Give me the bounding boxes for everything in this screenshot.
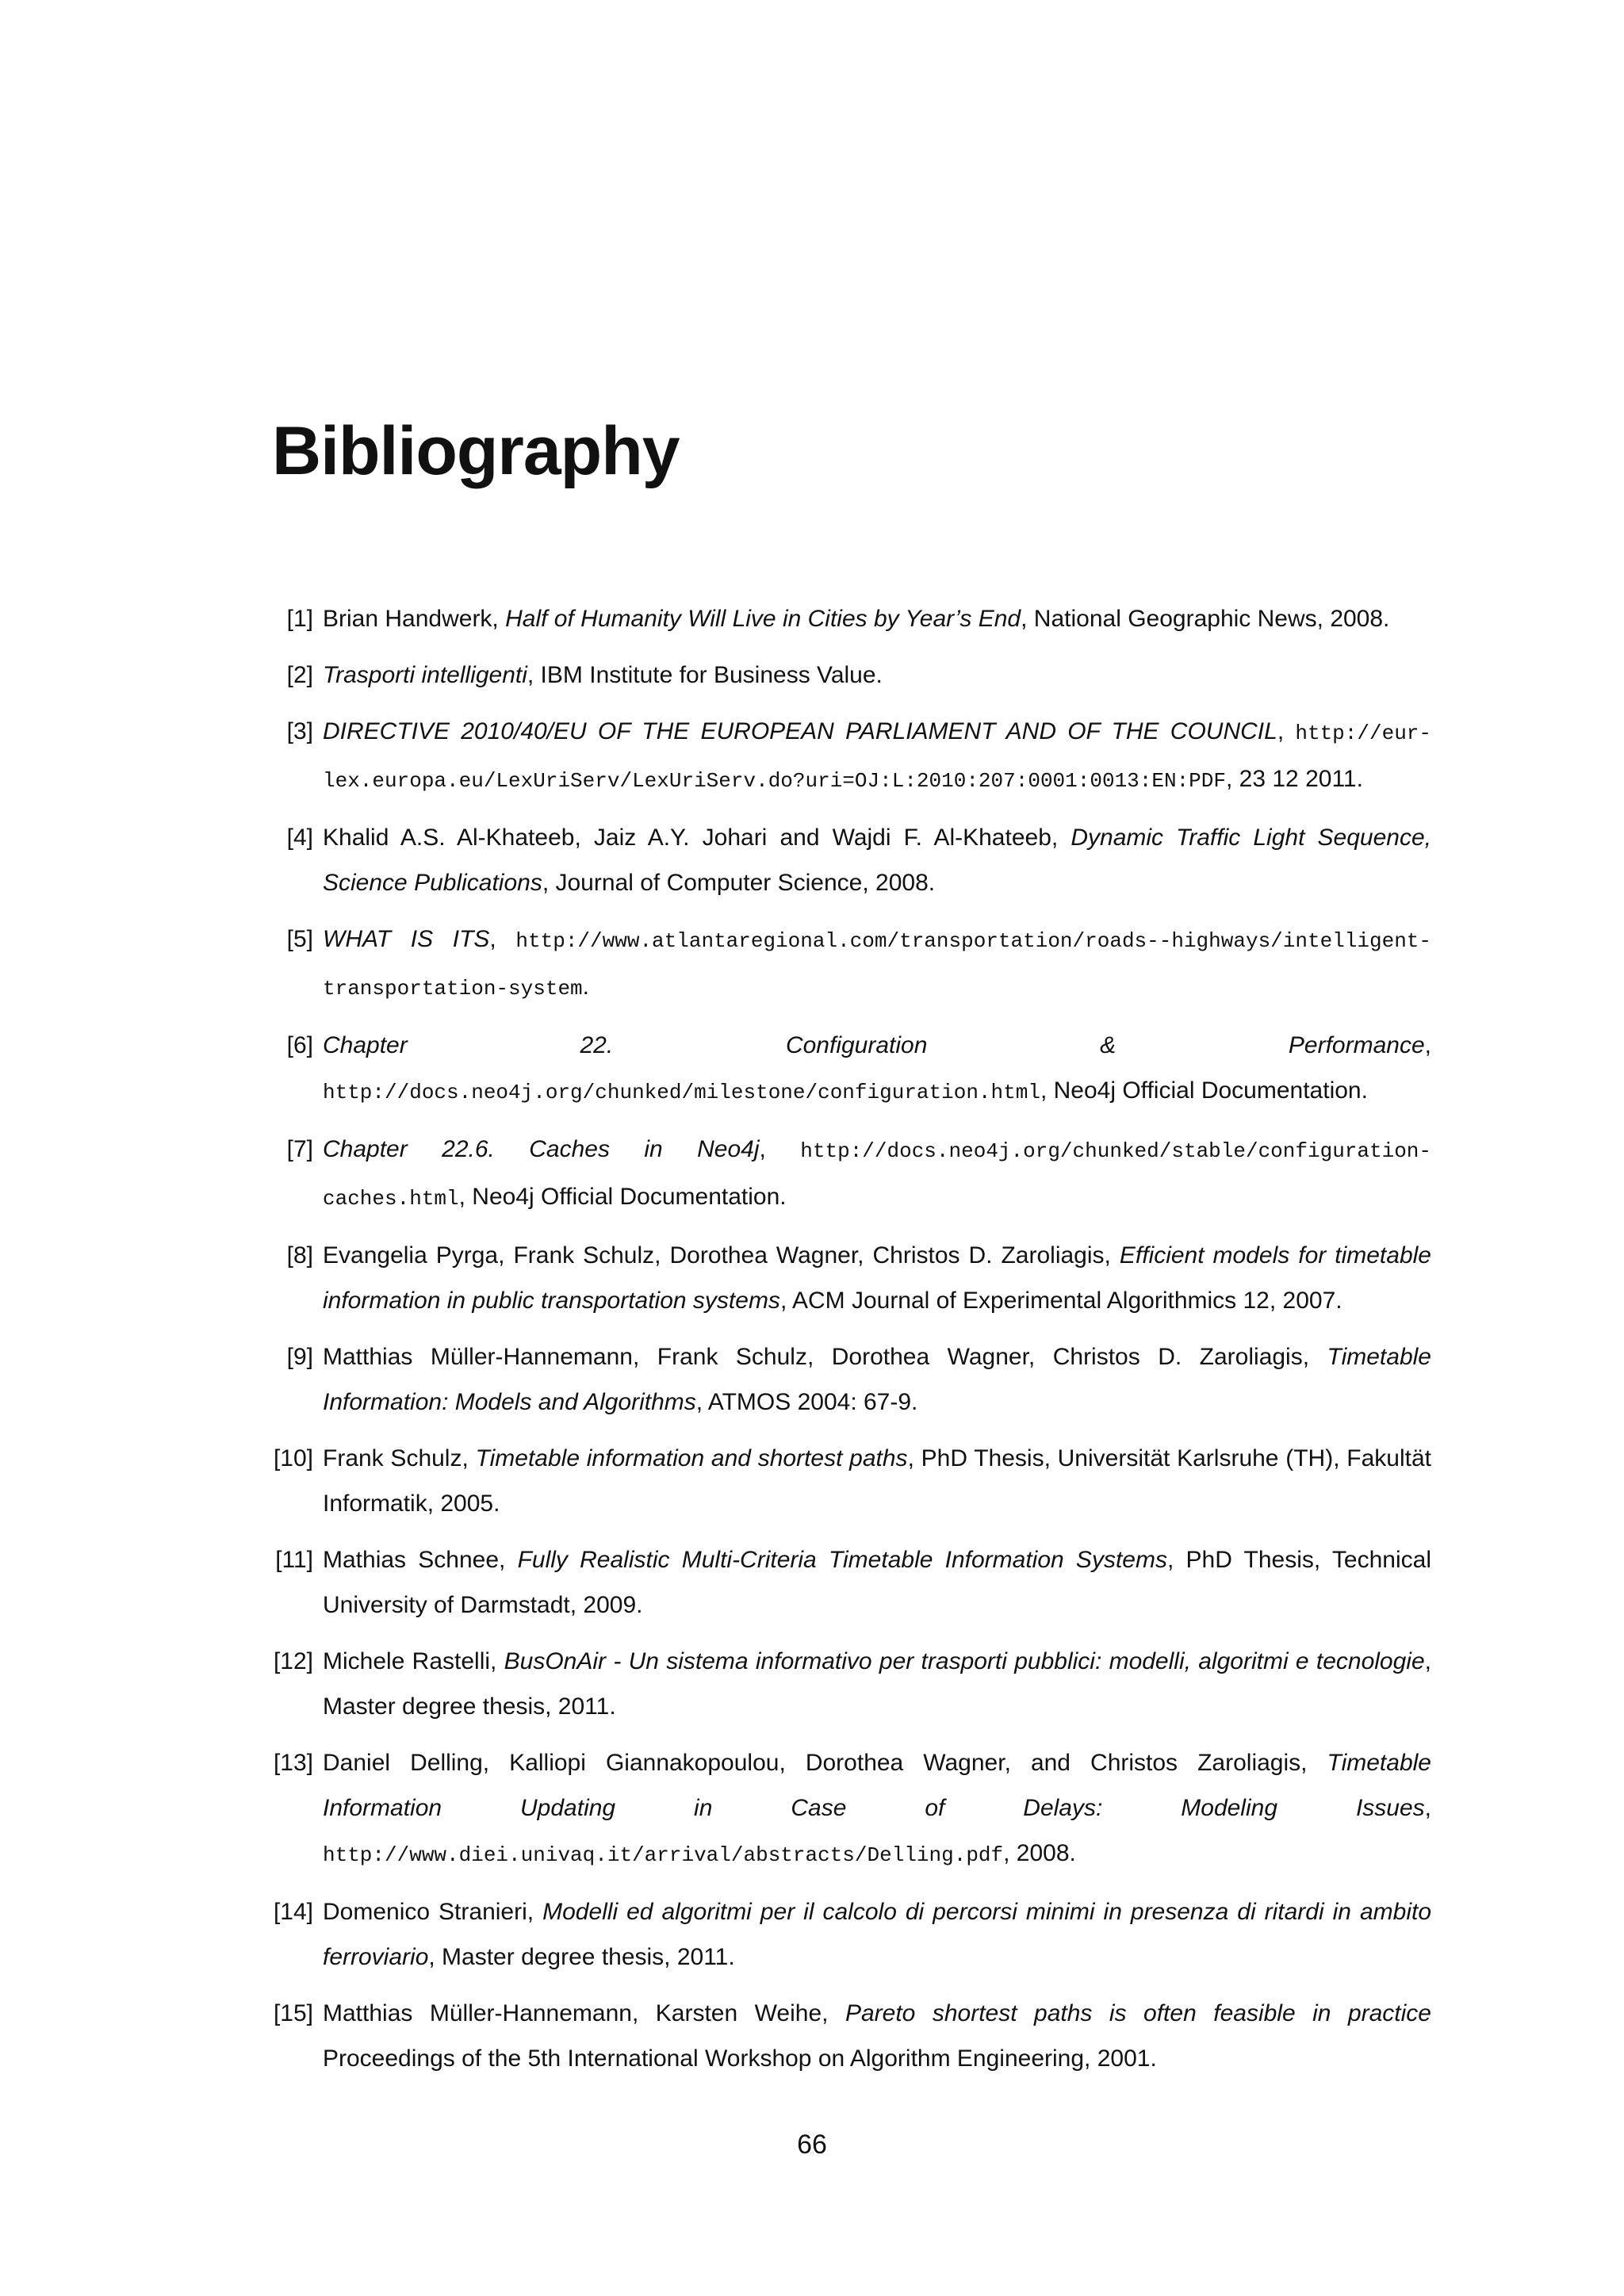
reference-url[interactable]: http://eur-lex.europa.eu/LexUriServ/LexUriServ.do?uri=OJ:L:2010:207:0001:0013:EN:PDF xyxy=(323,721,1432,793)
reference-url[interactable]: http://docs.neo4j.org/chunked/stable/configuration-caches.html xyxy=(323,1139,1432,1211)
reference-text: , Neo4j Official Documentation. xyxy=(1040,1077,1368,1104)
reference-text: , PhD Thesis, Technical University of Darmstadt, 2009. xyxy=(323,1547,1431,1618)
reference-number: [2] xyxy=(286,662,313,688)
reference-text: Mathias Schnee, xyxy=(323,1547,518,1573)
reference-number: [11] xyxy=(275,1547,313,1573)
reference-text: , Journal of Computer Science, 2008. xyxy=(542,870,936,896)
reference-text: Proceedings of the 5th International Workshop on Algorithm Engineering, 2001. xyxy=(323,2045,1157,2072)
reference-number: [7] xyxy=(286,1136,313,1162)
reference-title: Timetable Information: Models and Algorithms xyxy=(323,1344,1431,1415)
reference-title: Fully Realistic Multi-Criteria Timetable Information Systems xyxy=(517,1547,1167,1573)
reference-item xyxy=(272,596,1431,641)
reference-title: Chapter 22.6. Caches in Neo4j xyxy=(323,1136,760,1162)
reference-text: Khalid A.S. Al-Khateeb, Jaiz A.Y. Johari and Wajdi F. Al-Khateeb, xyxy=(323,825,1071,851)
reference-text: Frank Schulz, xyxy=(323,1445,476,1471)
reference-text: Domenico Stranieri, xyxy=(323,1899,543,1925)
reference-text: , xyxy=(1424,1032,1431,1058)
reference-item xyxy=(272,652,1431,698)
reference-title: BusOnAir - Un sistema informativo per trasporti pubblici: modelli, algoritmi e tecnologie xyxy=(504,1648,1425,1674)
reference-text: , IBM Institute for Business Value. xyxy=(527,662,883,688)
reference-text: , PhD Thesis, Universität Karlsruhe (TH), Fakultät Informatik, 2005. xyxy=(323,1445,1432,1517)
reference-text: Brian Handwerk, xyxy=(323,606,506,632)
reference-text: , Neo4j Official Documentation. xyxy=(458,1184,787,1210)
reference-item xyxy=(272,1537,1431,1628)
page-number: 66 xyxy=(797,2130,827,2160)
reference-title: Dynamic Traffic Light Sequence, Science Publications xyxy=(323,825,1431,896)
reference-title: Trasporti intelligenti xyxy=(323,662,527,688)
reference-number: [9] xyxy=(286,1344,313,1370)
reference-item xyxy=(272,916,1431,1012)
reference-number: [8] xyxy=(286,1242,313,1269)
reference-number: [6] xyxy=(286,1032,313,1058)
reference-text: Evangelia Pyrga, Frank Schulz, Dorothea Wagner, Christos D. Zaroliagis, xyxy=(323,1242,1120,1269)
reference-number: [15] xyxy=(273,2000,313,2026)
reference-text: , Master degree thesis, 2011. xyxy=(428,1944,735,1970)
reference-url[interactable]: http://docs.neo4j.org/chunked/milestone/configuration.html xyxy=(323,1081,1040,1104)
reference-text: , xyxy=(1424,1795,1431,1821)
reference-text: Michele Rastelli, xyxy=(323,1648,504,1674)
reference-item xyxy=(272,815,1431,905)
reference-number: [5] xyxy=(286,926,313,952)
reference-title: Timetable Information Updating in Case of Delays: Modeling Issues xyxy=(323,1750,1431,1821)
reference-url[interactable]: http://www.atlantaregional.com/transportation/roads--highways/intelligent-transportation-system xyxy=(323,929,1432,1001)
reference-item xyxy=(272,1436,1431,1526)
reference-text: , 23 12 2011. xyxy=(1226,766,1363,792)
reference-title: Half of Humanity Will Live in Cities by Year’s End xyxy=(505,606,1021,632)
reference-number: [14] xyxy=(273,1899,313,1925)
reference-title: DIRECTIVE 2010/40/EU OF THE EUROPEAN PARLIAMENT AND OF THE COUNCIL xyxy=(323,718,1277,744)
reference-number: [3] xyxy=(286,718,313,744)
reference-list xyxy=(272,596,1431,2092)
reference-title: Pareto shortest paths is often feasible in practice xyxy=(845,2000,1431,2026)
reference-text: , 2008. xyxy=(1003,1840,1076,1866)
reference-item xyxy=(272,1991,1431,2081)
reference-url[interactable]: http://www.diei.univaq.it/arrival/abstracts/Delling.pdf xyxy=(323,1843,1004,1867)
reference-item xyxy=(272,1740,1431,1878)
reference-text: , Master degree thesis, 2011. xyxy=(323,1648,1431,1720)
reference-text: , National Geographic News, 2008. xyxy=(1021,606,1390,632)
reference-item xyxy=(272,1233,1431,1323)
reference-text: . xyxy=(582,974,589,1000)
reference-title: WHAT IS ITS xyxy=(323,926,490,952)
reference-number: [10] xyxy=(273,1445,313,1471)
reference-text: , ACM Journal of Experimental Algorithmics 12, 2007. xyxy=(779,1288,1342,1314)
reference-item xyxy=(272,1334,1431,1425)
reference-title: Chapter 22. Configuration & Performance xyxy=(323,1032,1425,1058)
reference-text: , xyxy=(759,1136,801,1162)
reference-title: Modelli ed algoritmi per il calcolo di percorsi minimi in presenza di ritardi in ambito ferroviario xyxy=(323,1899,1432,1970)
reference-text: , ATMOS 2004: 67-9. xyxy=(695,1389,918,1415)
reference-number: [12] xyxy=(273,1648,313,1674)
reference-number: [1] xyxy=(286,606,313,632)
reference-text: , xyxy=(489,926,516,952)
reference-item xyxy=(272,1639,1431,1729)
reference-item xyxy=(272,1889,1431,1980)
reference-text: , xyxy=(1277,718,1296,744)
reference-text: Daniel Delling, Kalliopi Giannakopoulou, Dorothea Wagner, and Christos Zaroliagis, xyxy=(323,1750,1327,1776)
reference-text: Matthias Müller-Hannemann, Frank Schulz, Dorothea Wagner, Christos D. Zaroliagis, xyxy=(323,1344,1327,1370)
reference-text: Matthias Müller-Hannemann, Karsten Weihe, xyxy=(323,2000,845,2026)
page-title: Bibliography xyxy=(272,413,680,489)
reference-item xyxy=(272,709,1431,804)
reference-title: Timetable information and shortest paths xyxy=(475,1445,908,1471)
reference-item xyxy=(272,1023,1431,1115)
reference-number: [13] xyxy=(273,1750,313,1776)
reference-title: Efficient models for timetable information in public transportation systems xyxy=(323,1242,1431,1314)
reference-number: [4] xyxy=(286,825,313,851)
reference-item xyxy=(272,1127,1431,1222)
